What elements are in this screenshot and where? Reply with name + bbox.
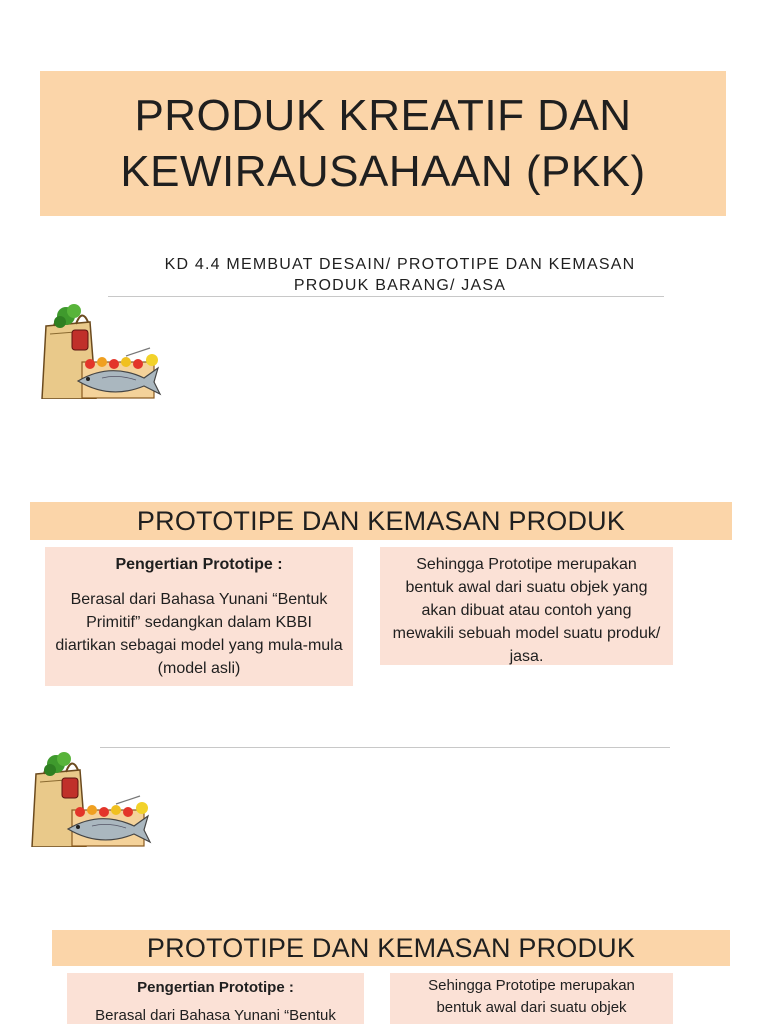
- slide3-conclusion-card: [390, 973, 673, 1024]
- slide3-definition-card: [67, 973, 364, 1024]
- slide3-conclusion-line2: bentuk awal dari suatu objek: [436, 999, 627, 1016]
- slide2-conclusion-card: [380, 547, 673, 665]
- slide3-definition-title: Pengertian Prototipe :: [137, 979, 294, 996]
- slide3-header: PROTOTIPE DAN KEMASAN PRODUK: [52, 930, 730, 966]
- slide2-header: PROTOTIPE DAN KEMASAN PRODUK: [30, 502, 732, 540]
- slide1-title-box: [40, 71, 726, 216]
- slide1-subtitle: [120, 254, 680, 296]
- grocery-bag-with-fish-icon: [30, 752, 155, 847]
- slide1-divider: [108, 296, 664, 297]
- grocery-bag-with-fish-icon: [40, 304, 165, 399]
- slide1-title-line2: KEWIRAUSAHAAN (PKK): [120, 146, 646, 196]
- slide1-subtitle-line1: KD 4.4 MEMBUAT DESAIN/ PROTOTIPE DAN KEMASAN: [164, 256, 636, 273]
- slide2-conclusion-body: Sehingga Prototipe merupakan bentuk awal dari suatu objek yang akan dibuat atau contoh yang mewakili sebuah model suatu produk/ jasa.: [392, 556, 661, 665]
- slide1-title-line1: PRODUK KREATIF DAN: [134, 90, 632, 140]
- slide3-conclusion-line1: Sehingga Prototipe merupakan: [428, 977, 635, 994]
- slide2-divider: [100, 747, 670, 748]
- slide2-definition-card: [45, 547, 353, 686]
- slide2-definition-title: Pengertian Prototipe :: [115, 556, 283, 573]
- slide2-definition-body: Berasal dari Bahasa Yunani “Bentuk Primitif” sedangkan dalam KBBI diartikan sebagai model yang mula-mula (model asli): [55, 591, 343, 677]
- slide3-definition-body: Berasal dari Bahasa Yunani “Bentuk: [95, 1007, 336, 1024]
- slide1-subtitle-line2: PRODUK BARANG/ JASA: [293, 277, 507, 294]
